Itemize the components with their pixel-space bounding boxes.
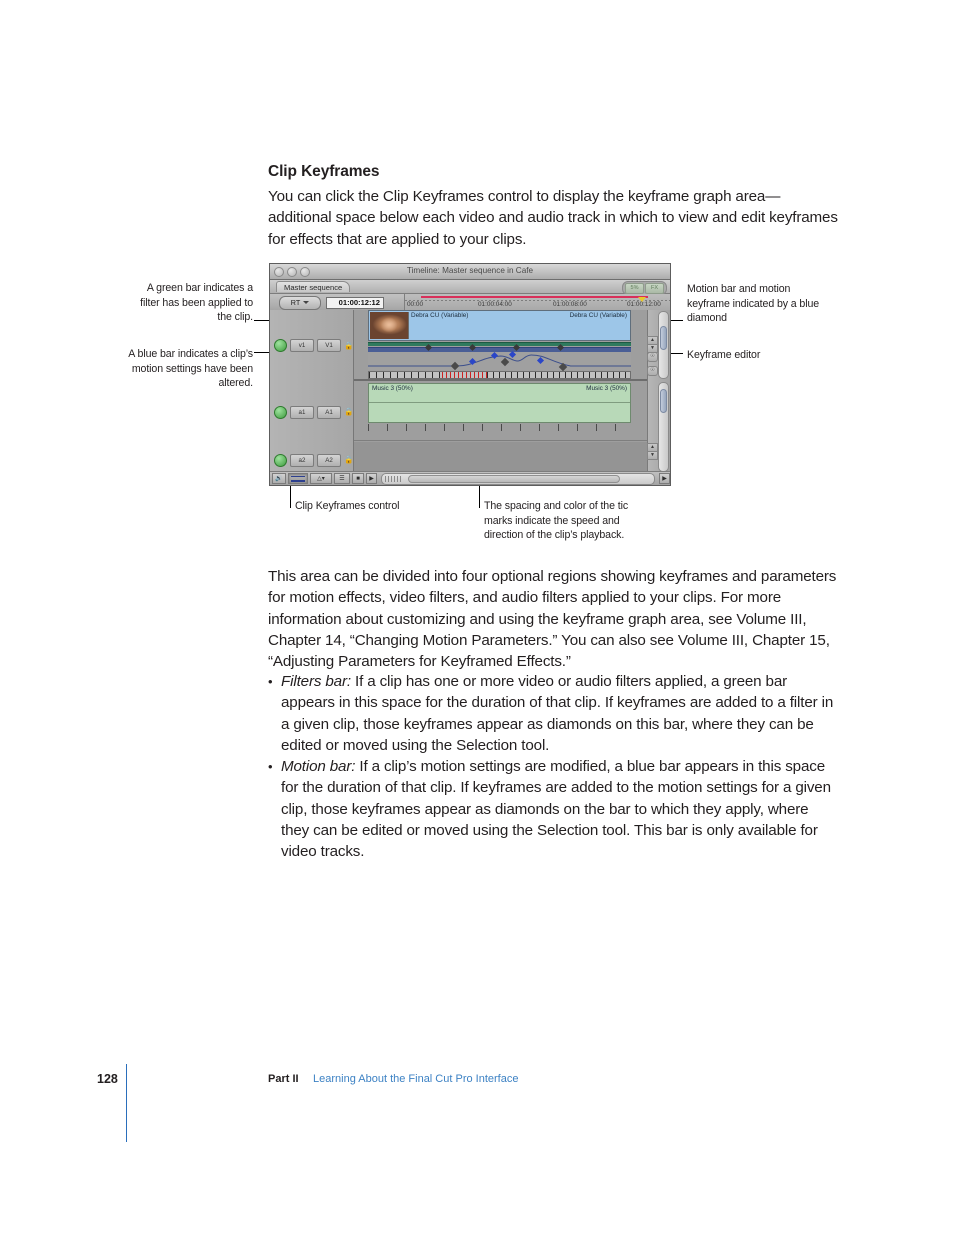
track-row-a1[interactable] [354, 383, 647, 441]
bullet-body-0: If a clip has one or more video or audio filters applied, a green bar appears in this space for the duration of that clip. If keyframes are added to a filter in a given clip, those keyframes appear as diamonds on this bar, where they can be edited or moved using the Selection tool. [281, 673, 834, 754]
track-row-v1[interactable] [354, 310, 647, 381]
chevron-down-icon [303, 301, 309, 304]
dest-label-A1[interactable]: A1 [317, 406, 341, 419]
audio-level-overlay[interactable] [369, 402, 630, 403]
ruler-label-1: 01:00:04:00 [478, 301, 512, 308]
speed-tics-normal-right [487, 372, 630, 378]
bullet-marker-1: • [268, 759, 273, 774]
footer-link[interactable]: Learning About the Final Cut Pro Interface [313, 1073, 519, 1085]
source-label-a2[interactable]: a2 [290, 454, 314, 467]
track-headers-column[interactable] [270, 310, 354, 472]
vertical-scrollbar-audio[interactable] [658, 382, 669, 472]
clip-name-right: Debra CU (Variable) [569, 312, 627, 319]
clip-keyframes-icon[interactable] [288, 473, 308, 484]
audio-clip-name-left: Music 3 (50%) [372, 385, 413, 392]
bullet-body-1: If a clip’s motion settings are modified, a blue bar appears in this space for the duration of that clip. If keyframes are added to the motion settings for a given clip, those keyframes appear as diamonds on the bar to which they apply, where they can be edited or moved using the Selection tool. This bar is only available for video tracks. [281, 758, 831, 861]
track-area[interactable] [270, 310, 670, 472]
callout-motion-bar: Motion bar and motion keyframe indicated by a blue diamond [687, 283, 820, 325]
page-number: 128 [97, 1072, 118, 1086]
tab-master-sequence[interactable]: Master sequence [276, 281, 350, 292]
filters-bar[interactable] [368, 342, 631, 346]
render-status-bar [421, 296, 648, 298]
keyframe-curve [368, 352, 631, 370]
speed-tics-red [442, 372, 487, 378]
track-audible-icon-a2[interactable] [274, 454, 287, 467]
zoom-slider-icon[interactable] [385, 476, 403, 482]
corner-button-1[interactable]: FX [645, 283, 664, 294]
ruler-label-0: 00:00 [407, 301, 423, 308]
dest-label-A2[interactable]: A2 [317, 454, 341, 467]
source-label-a1[interactable]: a1 [290, 406, 314, 419]
ruler-label-2: 01:00:08:00 [553, 301, 587, 308]
window-titlebar[interactable] [270, 264, 670, 280]
rt-popup-button[interactable] [279, 296, 321, 310]
footer-rule [126, 1064, 127, 1142]
bullet-marker-0: • [268, 674, 273, 689]
track-layout-icon[interactable]: ■ [352, 473, 364, 484]
track-height-icon[interactable]: ☰ [334, 473, 350, 484]
speed-indicator-strip[interactable] [368, 371, 631, 379]
track-row-a2[interactable] [354, 442, 647, 472]
timeline-window[interactable] [269, 263, 671, 486]
callout-clip-keyframes-control: Clip Keyframes control [295, 500, 400, 512]
tracks-column[interactable] [354, 310, 647, 472]
audio-height-up-icon[interactable]: ▲ [647, 443, 658, 452]
callout-tic-marks: The spacing and color of the tic marks indicate the speed and direction of the clip’s playback. [484, 500, 629, 542]
play-icon[interactable]: ▶ [366, 473, 377, 484]
clip-name-left: Debra CU (Variable) [411, 312, 469, 319]
playhead-icon[interactable] [638, 297, 646, 302]
clip-thumbnail [370, 312, 409, 339]
vertical-scrollbar-video[interactable] [658, 311, 669, 379]
clip-overlays-icon[interactable]: △▾ [310, 473, 332, 484]
timecode-ruler[interactable] [404, 294, 670, 311]
track-header-a1[interactable] [270, 383, 353, 441]
scroll-right-icon[interactable]: ▶ [659, 473, 670, 484]
page-footer [0, 1062, 954, 1152]
footer-part-label: Part II [268, 1073, 299, 1085]
audio-resize-handle[interactable]: ☉ [647, 366, 658, 376]
track-header-v1[interactable] [270, 310, 353, 381]
track-resize-handle[interactable]: ☉ [647, 352, 658, 362]
audio-clip-name-right: Music 3 (50%) [586, 385, 627, 392]
bullet-text-1 [281, 756, 840, 862]
horizontal-scrollbar[interactable] [381, 473, 655, 485]
bullet-motion-bar [268, 756, 840, 862]
ruler-label-3: 01:00:12:00 [627, 301, 661, 308]
bullet-filters-bar [268, 671, 840, 756]
track-height-down-icon[interactable]: ▼ [647, 344, 658, 353]
clip-debra-cu[interactable] [368, 310, 631, 341]
hscroll-thumb[interactable] [408, 475, 620, 483]
clip-music-3[interactable] [368, 383, 631, 423]
timeline-corner-buttons[interactable] [622, 281, 667, 295]
corner-button-0[interactable]: 5% [625, 283, 644, 294]
vscroll-thumb-audio[interactable] [660, 389, 667, 413]
page-title: Clip Keyframes [268, 163, 380, 180]
audio-speed-tics [368, 424, 631, 431]
leader-clipkf-v [290, 486, 291, 508]
clip-keyframes-glyph [291, 476, 305, 482]
rt-label: RT [290, 298, 301, 307]
keyframe-editor[interactable] [368, 352, 631, 370]
callout-green-bar: A green bar indicates a filter has been applied to the clip. [140, 282, 253, 324]
track-audible-icon[interactable] [274, 406, 287, 419]
source-label-v1[interactable]: v1 [290, 339, 314, 352]
paragraph-keyframe-regions: This area can be divided into four optional regions showing keyframes and parameters for motion effects, video filters, and audio filters applied to your clips. For more information about customizing and using the keyframe graph area, see Volume III, Chapter 14, “Changing Motion Parameters.” You can also see Volume III, Chapter 15, “Adjusting Parameters for Keyframed Effects.” [268, 568, 837, 671]
callout-blue-bar: A blue bar indicates a clip’s motion settings have been altered. [128, 348, 253, 390]
vscroll-thumb-video[interactable] [660, 326, 667, 350]
lock-icon-a2[interactable]: 🔒 [344, 455, 354, 465]
vertical-scroll-column[interactable] [647, 310, 670, 472]
lock-icon[interactable]: 🔒 [344, 340, 354, 350]
dest-label-V1[interactable]: V1 [317, 339, 341, 352]
track-height-up-icon[interactable]: ▲ [647, 336, 658, 345]
speed-tics-normal-left [369, 372, 442, 378]
bullet-term-0: Filters bar: [281, 673, 351, 690]
lock-icon-a1[interactable]: 🔒 [344, 407, 354, 417]
window-title: Timeline: Master sequence in Cafe [406, 266, 534, 275]
intro-paragraph: You can click the Clip Keyframes control to display the keyframe graph area—additional space below each video and audio track in which to view and edit keyframes for effects that are applied to your clips. [268, 188, 838, 248]
speaker-icon[interactable]: 🔊 [272, 473, 286, 484]
audio-height-down-icon[interactable]: ▼ [647, 451, 658, 460]
sequence-tabbar[interactable] [270, 280, 670, 294]
timeline-bottom-bar[interactable] [270, 471, 670, 485]
timecode-field[interactable]: 01:00:12:12 [326, 297, 384, 309]
track-visible-icon[interactable] [274, 339, 287, 352]
callout-keyframe-editor: Keyframe editor [687, 349, 761, 361]
bullet-term-1: Motion bar: [281, 758, 356, 775]
bullet-text-0 [281, 671, 840, 756]
